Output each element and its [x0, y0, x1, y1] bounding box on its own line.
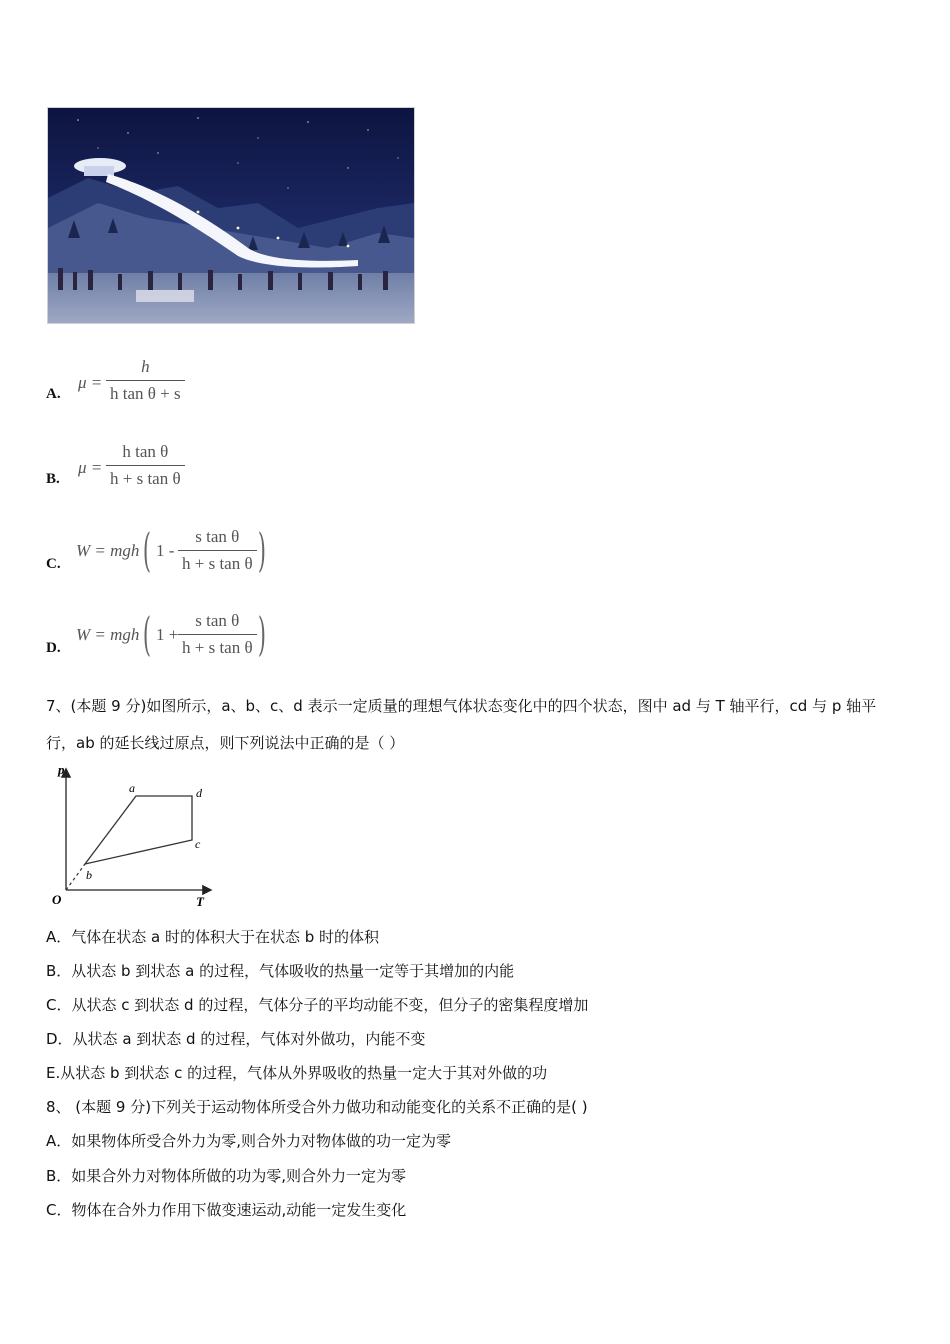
option-letter: D.	[46, 640, 61, 656]
formula-lhs: W = mgh	[76, 625, 140, 644]
q8-option-a[interactable]: A．如果物体所受合外力为零,则合外力对物体做的功一定为零	[46, 1132, 452, 1150]
formula-fraction	[178, 527, 257, 574]
right-paren: )	[257, 607, 267, 661]
pt-diagram-svg	[46, 762, 216, 912]
formula-fraction	[106, 357, 185, 404]
point-a-label: a	[129, 781, 135, 795]
q6-option-b[interactable]	[46, 440, 446, 500]
option-letter: A.	[46, 386, 61, 402]
numerator: h tan θ	[106, 442, 185, 466]
option-letter: C.	[46, 556, 61, 572]
pt-diagram	[46, 762, 216, 912]
left-paren: (	[142, 523, 152, 577]
p-axis-label: p	[58, 762, 65, 777]
ski-jump-photo	[47, 107, 415, 324]
cycle-path	[85, 796, 192, 864]
q8-option-c[interactable]: C．物体在合外力作用下做变速运动,动能一定发生变化	[46, 1201, 407, 1219]
right-paren: )	[257, 523, 267, 577]
denominator: h + s tan θ	[182, 554, 253, 573]
denominator: h + s tan θ	[110, 469, 181, 488]
point-c-label: c	[195, 837, 201, 851]
point-d-label: d	[196, 786, 202, 800]
formula-lhs: μ =	[78, 373, 103, 392]
q7-option-e[interactable]: E.从状态 b 到状态 c 的过程，气体从外界吸收的热量一定大于其对外做的功	[46, 1064, 548, 1082]
q6-option-c[interactable]	[46, 525, 446, 585]
formula-inner-prefix: 1 -	[156, 541, 175, 560]
q8-stem: 8、 (本题 9 分)下列关于运动物体所受合外力做功和动能变化的关系不正确的是( )	[46, 1098, 588, 1116]
ski-jump-illustration	[48, 108, 414, 323]
origin-label: O	[52, 892, 62, 907]
q7-option-a[interactable]: A．气体在状态 a 时的体积大于在状态 b 时的体积	[46, 928, 380, 946]
formula-fraction	[106, 442, 185, 489]
option-letter: B.	[46, 471, 60, 487]
q7-option-b[interactable]: B．从状态 b 到状态 a 的过程，气体吸收的热量一定等于其增加的内能	[46, 962, 515, 980]
formula-lhs: μ =	[78, 458, 103, 477]
formula-inner-prefix: 1 +	[156, 625, 179, 644]
denominator: h + s tan θ	[182, 638, 253, 657]
numerator: s tan θ	[178, 611, 257, 635]
denominator: h tan θ + s	[110, 384, 181, 403]
left-paren: (	[142, 607, 152, 661]
q7-option-c[interactable]: C．从状态 c 到状态 d 的过程，气体分子的平均动能不变，但分子的密集程度增加	[46, 996, 589, 1014]
q7-option-d[interactable]: D．从状态 a 到状态 d 的过程，气体对外做功，内能不变	[46, 1030, 426, 1048]
point-b-label: b	[86, 868, 92, 882]
formula-fraction	[178, 611, 257, 658]
numerator: s tan θ	[178, 527, 257, 551]
q6-option-d[interactable]	[46, 609, 446, 669]
formula-lhs: W = mgh	[76, 541, 140, 560]
numerator: h	[106, 357, 185, 381]
q7-stem-line-2: 行，ab 的延长线过原点，则下列说法中正确的是（ ）	[46, 734, 405, 752]
q8-option-b[interactable]: B．如果合外力对物体所做的功为零,则合外力一定为零	[46, 1167, 407, 1185]
q7-stem-line-1: 7、(本题 9 分)如图所示，a、b、c、d 表示一定质量的理想气体状态变化中的四个状态，图中 ad 与 T 轴平行，cd 与 p 轴平	[46, 697, 877, 715]
extension-line	[66, 864, 85, 890]
q6-option-a[interactable]	[46, 355, 446, 415]
t-axis-label: T	[196, 894, 204, 909]
